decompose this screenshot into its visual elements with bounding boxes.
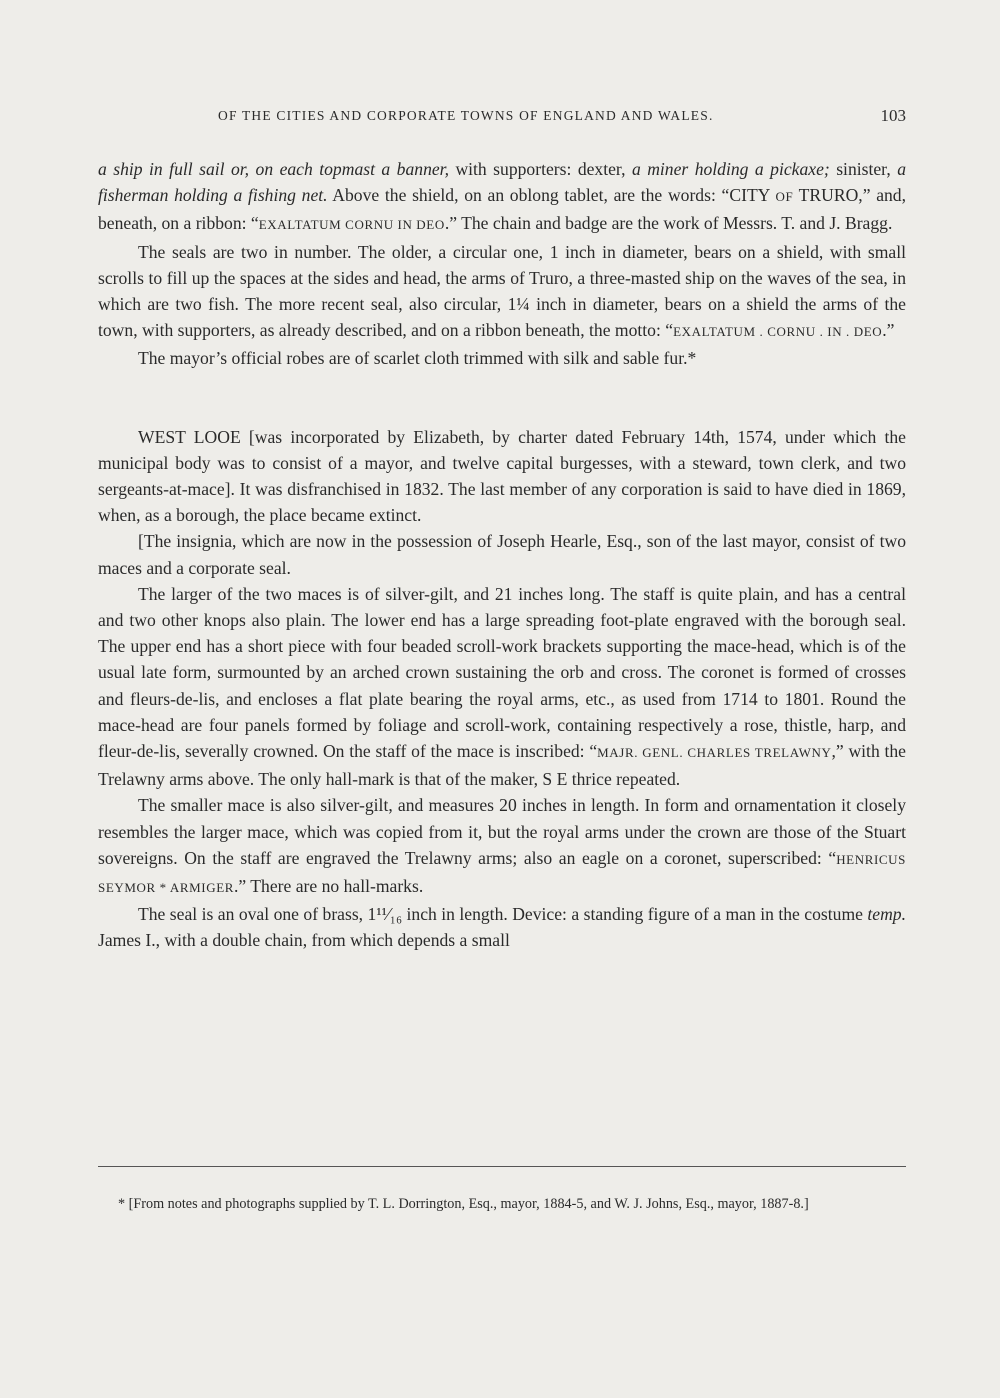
paragraph [98,424,906,529]
paragraph [98,345,906,371]
small-caps-text: EXALTATUM . CORNU . IN . DEO [673,324,883,340]
italic-text: a fisherman holding a fishing net. [98,159,906,206]
text-run: ,” with the Trelawny arms above. The only hall-mark is that of the maker, S E thrice repeated. [98,741,906,790]
text-run: Above the shield, on an oblong tablet, are the words: “CITY [327,185,776,206]
text-run: with supporters: dexter, [448,159,632,179]
text-run: TRURO,” and, beneath, on a ribbon: “ [98,185,907,234]
text-run: .” The chain and badge are the work of Messrs. T. and J. Bragg. [444,213,893,234]
footnote [98,1192,906,1217]
paragraph [98,156,906,239]
small-caps-text: HENRICUS SEYMOR * ARMIGER [98,851,906,896]
text-run: sinister, [829,159,898,179]
text-run: The smaller mace is also silver-gilt, and measures 20 inches in length. In form and ornamentation it closely resembles the larger mace, which was copied from it, but the royal arms under the crown are those of the Stuart sovereigns. On the staff are engraved the Trelawny arms; also an eagle on a coronet, superscribed: “ [98,795,906,868]
footnote-rule [98,1166,906,1167]
text-run: .” There are no hall-marks. [234,876,424,897]
italic-text: temp. [867,904,906,925]
small-caps-text: EXALTATUM CORNU IN DEO [258,217,445,233]
text-run: WEST LOOE [was incorporated by Elizabeth, by charter dated February 14th, 1574, under which the municipal body was to consist of a mayor, and twelve capital burgesses, with a steward, town clerk, and two sergeants-at-mace]. It was disfranchised in 1832. The last member of any corporation is said to have died in 1869, when, as a borough, the place became extinct. [98,426,906,526]
running-header [98,106,906,128]
text-run: The seals are two in number. The older, a circular one, 1 inch in diameter, bears on a shield, with small scrolls to fill up the spaces at the sides and head, the arms of Truro, a three-masted ship on the waves of the sea, in which are two fish. The more recent seal, also circular, 1¼ inch in diameter, bears on a shield the arms of the town, with supporters, as already described, and on a ribbon beneath, the motto: “ [98,241,906,341]
paragraph [98,581,906,793]
text-run: The larger of the two maces is of silver-gilt, and 21 inches long. The staff is quite plain, and has a central and two other knops also plain. The lower end has a large spreading foot-plate engraved with the borough seal. The upper end has a short piece with four beaded scroll-work brackets supporting the mace-head, which is of the usual late form, surmounted by an arched crown sustaining the orb and cross. The coronet is formed of crosses and fleurs-de-lis, and encloses a flat plate bearing the royal arms, etc., as used from 1714 to 1801. Round the mace-head are four panels formed by foliage and scroll-work, containing respectively a rose, thistle, harp, and fleur-de-lis, severally crowned. On the staff of the mace is inscribed: “ [98,583,906,762]
small-caps-text: OF [775,189,794,205]
text-run: James I., with a double chain, from which depends a small [98,930,510,951]
text-run: The mayor’s official robes are of scarlet cloth trimmed with silk and sable fur.* [138,348,697,369]
page-number: 103 [880,106,906,125]
text-run: [The insignia, which are now in the possession of Joseph Hearle, Esq., son of the last mayor, consist of two maces and a corporate seal. [98,531,906,578]
italic-text: a ship in full sail or, on each topmast a banner, [98,159,449,179]
running-title: OF THE CITIES AND CORPORATE TOWNS OF ENGLAND AND WALES. [218,108,714,123]
small-caps-text: MAJR. GENL. CHARLES TRELAWNY [597,745,832,761]
italic-text: a miner holding a pickaxe; [631,159,830,179]
footnote-text: * [From notes and photographs supplied by T. L. Dorrington, Esq., mayor, 1884-5, and W. J. Johns, Esq., mayor, 1887-8.] [118,1196,809,1212]
text-run: The seal is an oval one of brass, 1¹¹⁄₁₆ inch in length. Device: a standing figure of a man in the costume [138,904,868,925]
text-run: .” [882,320,895,341]
paragraph [98,239,906,346]
paragraph [98,901,906,953]
paragraph [98,792,906,901]
body-text [98,156,906,954]
paragraph [98,528,906,580]
